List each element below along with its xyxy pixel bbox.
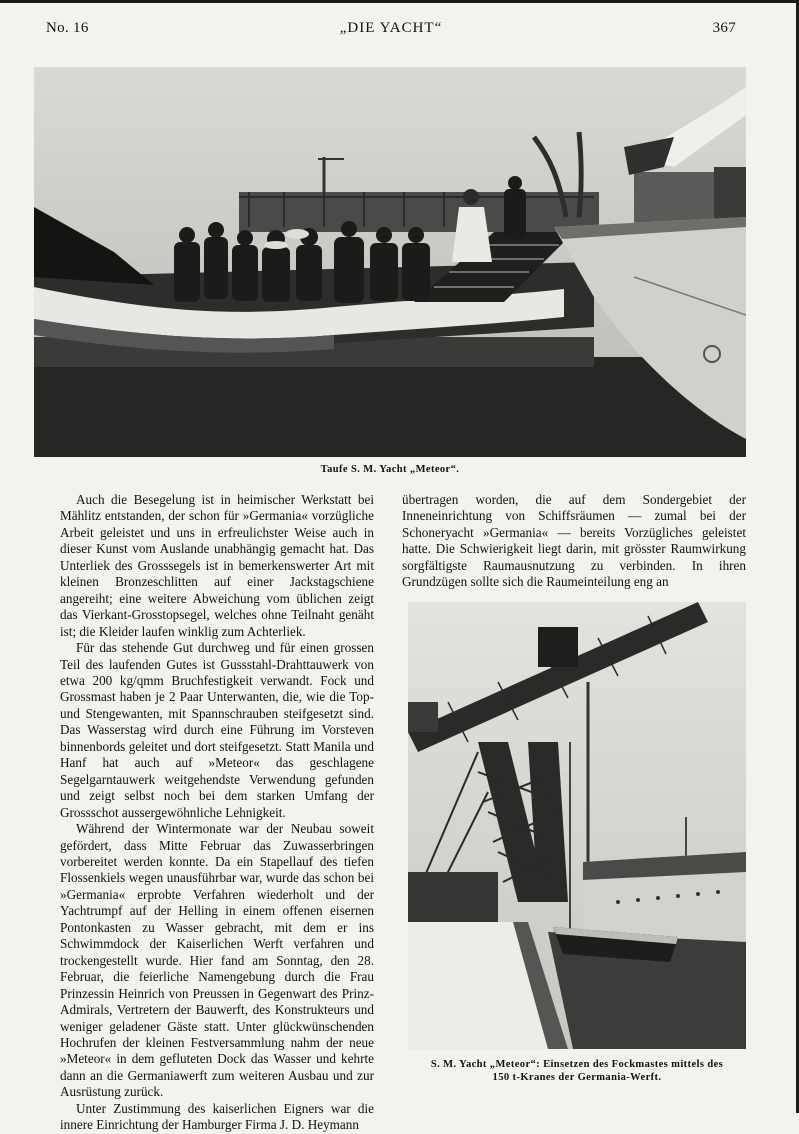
paragraph: Während der Wintermonate war der Neubau soweit gefördert, dass Mitte Februar das Zuwasserbringen vorbereitet werden konnte. Da ein Stapellauf des tiefen Flossenkiels wegen unausführbar war, wurde das schon bei »Germania« erprobte Verfahren wiederholt und der Yachtrumpf auf der Helling in einem offenen eisernen Pontonkasten zu Wasser gebracht, mit dem er ins Schwimmdock der Kaiserlichen Werft verfahren und trockengestellt wurde. Hier fand am Sonntag, den 28. Februar, die feierliche Namengebung durch die Frau Prinzessin Heinrich von Preussen in Gegenwart des Prinz-Admirals, Vertretern der Bauwerft, des Konstrukteurs und weniger geladener Gäste statt. Unter glückwünschenden Hochrufen der kleinen Festversammlung nahm der neue »Meteor« in dem gefluteten Dock das Wasser und kehrte dann an die Germaniawerft zum weiteren Ausbau und zur Ausrüstung zurück. (60, 821, 374, 1100)
paragraph: Auch die Besegelung ist in heimischer Werkstatt bei Mählitz entstanden, der schon für »Germania« vorzügliche Arbeit geleistet und uns in erfreulichster Weise auch in dieser Kunst vom Auslande unabhängig gemacht hat. Das Unterliek des Grosssegels ist in bemerkenswerter Art mit kleinen Bronzeschlitten auf einer Jackstagschiene angereiht; eine weitere Abweichung vom üblichen zeigt das Vierkant-Grosstopsegel, welches ohne Teilnaht genäht ist; die Kleider laufen winklig zum Achterliek. (60, 492, 374, 639)
crane-caption-line2: 150 t-Kranes der Germania-Werft. (492, 1072, 662, 1083)
paragraph: Unter Zustimmung des kaiserlichen Eigners war die innere Einrichtung der Hamburger Firma J. D. Heymann (60, 1100, 374, 1133)
right-text-column (402, 492, 746, 591)
crane-caption-line1: S. M. Yacht „Meteor“: Einsetzen des Fockmastes mittels des (430, 1059, 724, 1070)
paragraph: übertragen worden, die auf dem Sondergebiet der Inneneinrichtung von Schiffsräumen — zumal bei der Schoneryacht »Germania« — bereits Vorzügliches geleistet hatte. Die Schwierigkeit liegt darin, mit grösster Raumwirkung sorgfältigste Raumausnutzung zu verbinden. In ihren Grundzügen sollte sich die Raumeinteilung eng an (402, 492, 746, 590)
page-number: 367 (712, 20, 736, 36)
christening-caption: Taufe S. M. Yacht „Meteor“. (320, 464, 460, 475)
page-header (46, 20, 736, 42)
crane-caption (405, 1058, 749, 1084)
christening-photo (34, 67, 746, 457)
issue-number: No. 16 (46, 20, 89, 36)
crane-photo (408, 602, 746, 1049)
journal-title: „DIE YACHT“ (339, 20, 443, 36)
paragraph: Für das stehende Gut durchweg und für einen grossen Teil des laufenden Gutes ist Gussstahl-Drahttauwerk von etwa 200 kg/qmm Bruchfestigkeit verwandt. Fock und Grossmast haben je 2 Paar Unterwanten, die, wie die Top- und Stengewanten, mit Spannschrauben steifgesetzt sind. Das Wasserstag wird durch eine Führung im Vorsteven binnenbords geleitet und dort steifgesetzt. Statt Manila und Hanf hat auch auf »Meteor« das geschlagene Segelgarntauwerk weitgehendste Verwendung gefunden und zeigt selbst noch bei dem starken Umfang der Grossschot aussergewöhnliche Lehnigkeit. (60, 640, 374, 820)
left-text-column (60, 492, 374, 1134)
